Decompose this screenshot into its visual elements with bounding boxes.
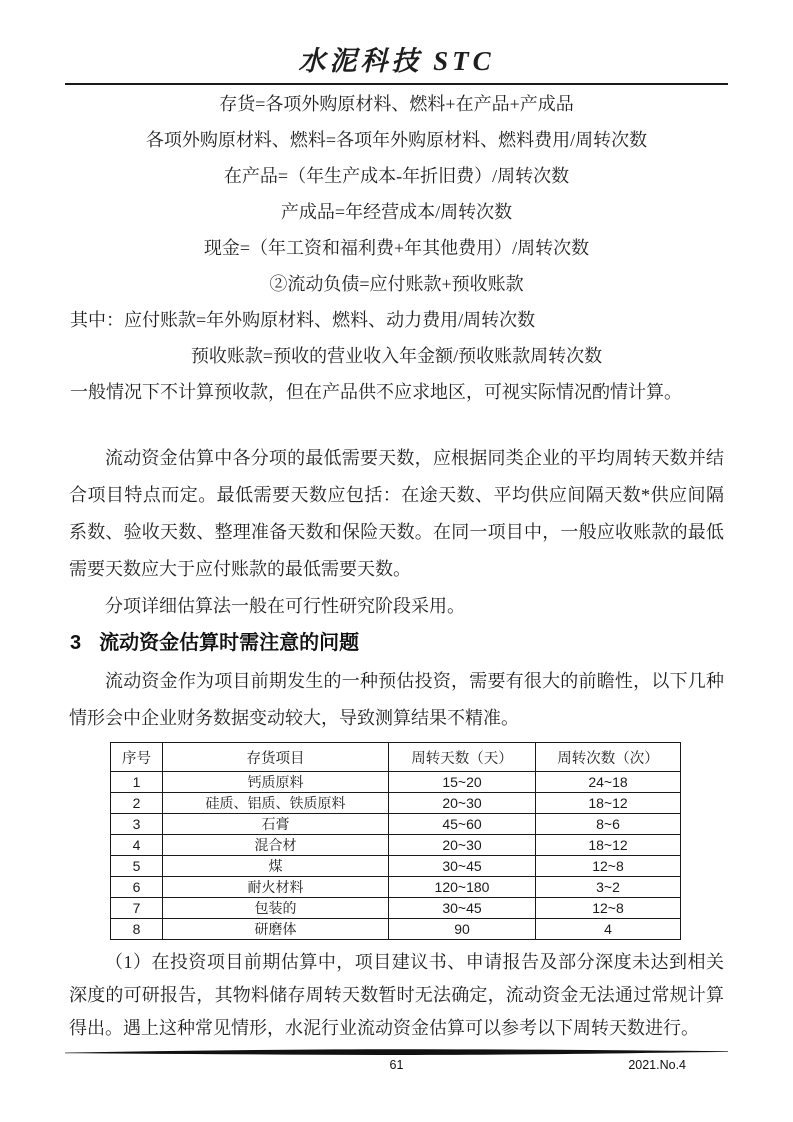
- table-cell: 8: [111, 919, 163, 940]
- page-footer: [65, 1048, 728, 1074]
- formula-purchased-materials: 各项外购原材料、燃料=各项年外购原材料、燃料费用/周转次数: [145, 130, 648, 150]
- table-cell: 120~180: [389, 877, 536, 898]
- table-cell: 7: [111, 898, 163, 919]
- table-cell: 4: [111, 835, 163, 856]
- section-title: 流动资金估算时需注意的问题: [99, 632, 360, 654]
- table-cell: 20~30: [389, 835, 536, 856]
- table-header-row: [111, 743, 681, 772]
- formula-advance-receipts: 预收账款=预收的营业收入年金额/预收账款周转次数: [190, 346, 603, 366]
- formula-accounts-payable: 其中：应付账款=年外购原材料、燃料、动力费用/周转次数: [70, 310, 536, 330]
- table-row: [111, 835, 681, 856]
- table-cell: 30~45: [389, 898, 536, 919]
- header-rule: [65, 83, 728, 85]
- paragraph-forecast-intro: 流动资金作为项目前期发生的一种预估投资，需要有很大的前瞻性，以下几种情形会中企业财务数据变动较大，导致测算结果不精准。: [69, 671, 724, 728]
- formula-note: 一般情况下不计算预收款，但在产品供不应求地区，可视实际情况酌情计算。: [70, 382, 682, 402]
- table-cell: 30~45: [389, 856, 536, 877]
- table-row: [111, 919, 681, 940]
- table-cell: 8~6: [536, 814, 681, 835]
- paragraph-itemized-method: 分项详细估算法一般在可行性研究阶段采用。: [105, 596, 465, 616]
- table-cell: 18~12: [536, 835, 681, 856]
- page-content: [65, 0, 728, 1045]
- table-cell: 石膏: [163, 814, 389, 835]
- table-cell: 6: [111, 877, 163, 898]
- section-heading: [65, 629, 728, 657]
- table-cell: 钙质原料: [163, 772, 389, 793]
- column-header-turns: 周转次数（次）: [536, 743, 681, 772]
- formula-inventory: 存货=各项外购原材料、燃料+在产品+产成品: [219, 94, 574, 114]
- inventory-turnover-table: [110, 742, 681, 940]
- table-cell: 45~60: [389, 814, 536, 835]
- formula-work-in-progress: 在产品=（年生产成本-年折旧费）/周转次数: [223, 166, 570, 186]
- footer-rule: [65, 1048, 728, 1057]
- table-cell: 1: [111, 772, 163, 793]
- paragraph-minimum-days: 流动资金估算中各分项的最低需要天数，应根据同类企业的平均周转天数并结合项目特点而定。最低需要天数应包括：在途天数、平均供应间隔天数*供应间隔系数、验收天数、整理准备天数和保险天数。在同一项目中，一般应收账款的最低需要天数应大于应付账款的最低需要天数。: [69, 448, 724, 579]
- table-cell: 3: [111, 814, 163, 835]
- table-row: [111, 877, 681, 898]
- table-cell: 包装的: [163, 898, 389, 919]
- table-cell: 混合材: [163, 835, 389, 856]
- table-row: [111, 898, 681, 919]
- issue-number: 2021.No.4: [628, 1058, 686, 1072]
- table-cell: 12~8: [536, 856, 681, 877]
- table-cell: 煤: [163, 856, 389, 877]
- formula-finished-goods: 产成品=年经营成本/周转次数: [280, 202, 513, 222]
- formula-current-liabilities: ②流动负债=应付账款+预收账款: [269, 274, 524, 294]
- table-row: [111, 856, 681, 877]
- table-cell: 15~20: [389, 772, 536, 793]
- table-cell: 4: [536, 919, 681, 940]
- table-row: [111, 772, 681, 793]
- table-row: [111, 793, 681, 814]
- table-cell: 硅质、铝质、铁质原料: [163, 793, 389, 814]
- table-cell: 90: [389, 919, 536, 940]
- page-number: 61: [389, 1058, 404, 1072]
- table-cell: 20~30: [389, 793, 536, 814]
- journal-title: 水泥科技 STC: [298, 46, 495, 76]
- column-header-days: 周转天数（天）: [389, 743, 536, 772]
- column-header-index: 序号: [111, 743, 163, 772]
- table-cell: 2: [111, 793, 163, 814]
- table-cell: 24~18: [536, 772, 681, 793]
- table-cell: 5: [111, 856, 163, 877]
- table-cell: 3~2: [536, 877, 681, 898]
- column-header-item: 存货项目: [163, 743, 389, 772]
- table-cell: 研磨体: [163, 919, 389, 940]
- section-number: 3: [70, 632, 82, 654]
- paragraph-early-estimate: （1）在投资项目前期估算中，项目建议书、申请报告及部分深度未达到相关深度的可研报告，其物料储存周转天数暂时无法确定，流动资金无法通过常规计算得出。遇上这种常见情形，水泥行业流动资金估算可以参考以下周转天数进行。: [69, 952, 724, 1038]
- table-row: [111, 814, 681, 835]
- table-cell: 12~8: [536, 898, 681, 919]
- table-cell: 18~12: [536, 793, 681, 814]
- formula-block: [65, 86, 728, 410]
- footer-row: [65, 1058, 728, 1074]
- table-cell: 耐火材料: [163, 877, 389, 898]
- formula-cash: 现金=（年工资和福利费+年其他费用）/周转次数: [203, 238, 590, 258]
